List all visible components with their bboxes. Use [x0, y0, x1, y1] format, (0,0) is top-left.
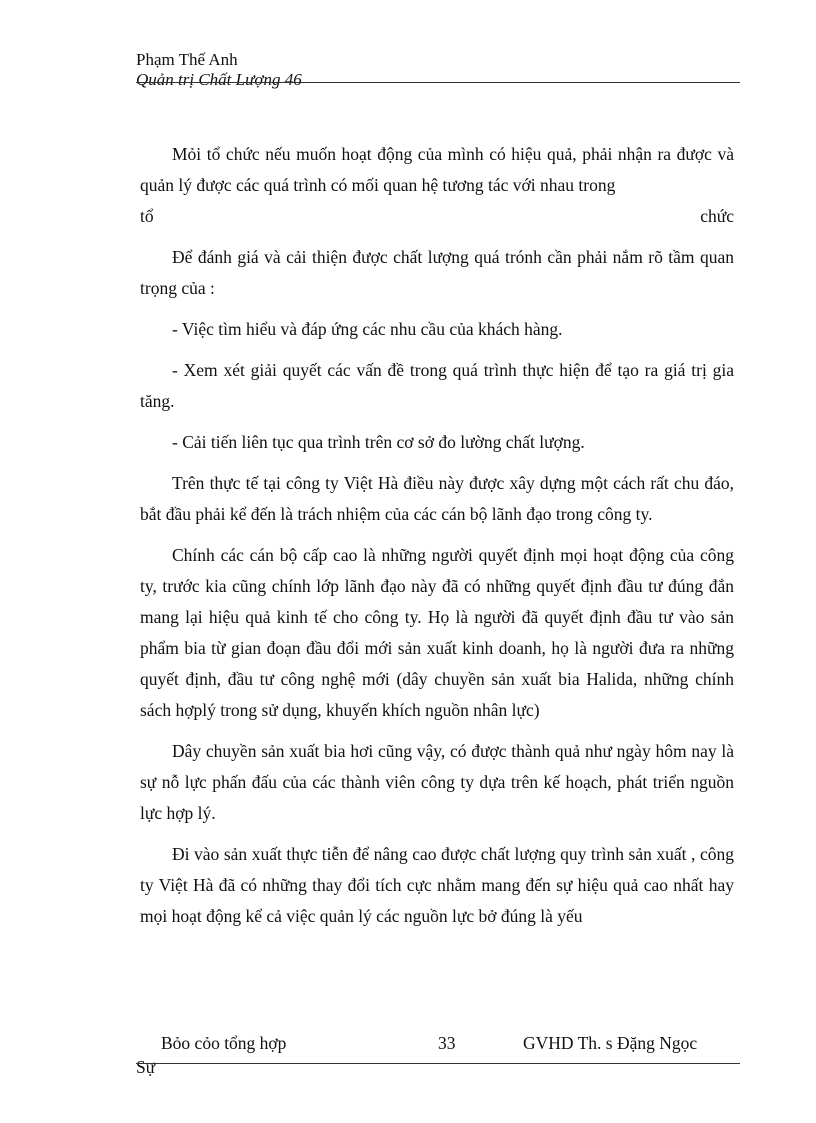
paragraph-evaluation: Để đánh giá và cải thiện được chất lượng quá trónh cần phải nắm rõ tầm quan trọng của :	[140, 247, 734, 298]
paragraph-organization: Mỏi tổ chức nếu muốn hoạt động của mình có hiệu quả, phải nhận ra được và quản lý được các quá trình có mối quan hệ tương tác với nhau trong	[140, 144, 734, 195]
paragraph-production-line: Dây chuyền sản xuất bia hơi cũng vậy, có được thành quả như ngày hôm nay là sự nỗ lực phấn đấu của các thành viên công ty dựa trên kế hoạch, phát triển nguồn lực hợp lý.	[140, 741, 734, 823]
page-body	[140, 139, 734, 932]
footer-rule	[136, 1063, 740, 1064]
header-rule	[136, 82, 740, 83]
page-header	[136, 50, 740, 90]
bullet-customer-needs: - Việc tìm hiểu và đáp ứng các nhu cầu của khách hàng.	[172, 319, 563, 339]
bullet-continuous-improvement: - Cải tiến liên tục qua trình trên cơ sở đo lường chất lượng.	[172, 432, 585, 452]
split-word-right: chức	[700, 206, 734, 226]
header-author: Phạm Thế Anh	[136, 50, 238, 69]
bullet-problem-solving: - Xem xét giải quyết các vấn đề trong quá trình thực hiện để tạo ra giá trị gia tăng.	[140, 360, 734, 411]
paragraph-viet-ha: Trên thực tế tại công ty Việt Hà điều này được xây dựng một cách rất chu đáo, bắt đầu phải kể đến là trách nhiệm của các cán bộ lãnh đạo trong công ty.	[140, 473, 734, 524]
paragraph-quality-process: Đi vào sản xuất thực tiễn để nâng cao được chất lượng quy trình sản xuất , công ty Việt Hà đã có những thay đổi tích cực nhằm mang đến sự hiệu quả cao nhất hay mọi hoạt động kể cả việc quản lý các nguồn lực bở đúng là yếu	[140, 844, 734, 926]
page-number: 33	[438, 1033, 456, 1053]
footer-supervisor: GVHD Th. s Đặng Ngọc	[523, 1033, 698, 1053]
page-footer	[136, 1033, 740, 1077]
paragraph-leadership: Chính các cán bộ cấp cao là những người quyết định mọi hoạt động của công ty, trước kia cũng chính lớp lãnh đạo này đã có những quyết định đầu tư đúng đắn mang lại hiệu quả kinh tế cho công ty. Họ là người đã quyết định đầu tư vào sản phẩm bia từ gian đoạn đầu đổi mới sản xuất kinh doanh, họ là người đưa ra những quyết định, đầu tư công nghệ mới (dây chuyền sản xuất bia Halida, những chính sách hợplý trong sử dụng, khuyến khích nguồn nhân lực)	[140, 545, 734, 720]
footer-report-title: Bỏo cỏo tổng hợp	[161, 1033, 287, 1053]
header-course: Quản trị Chất Lượng 46	[136, 70, 302, 89]
split-word-left: tổ	[140, 206, 154, 226]
footer-supervisor-continued: Sự	[136, 1057, 156, 1077]
paragraph-organization-last-line	[140, 201, 734, 232]
